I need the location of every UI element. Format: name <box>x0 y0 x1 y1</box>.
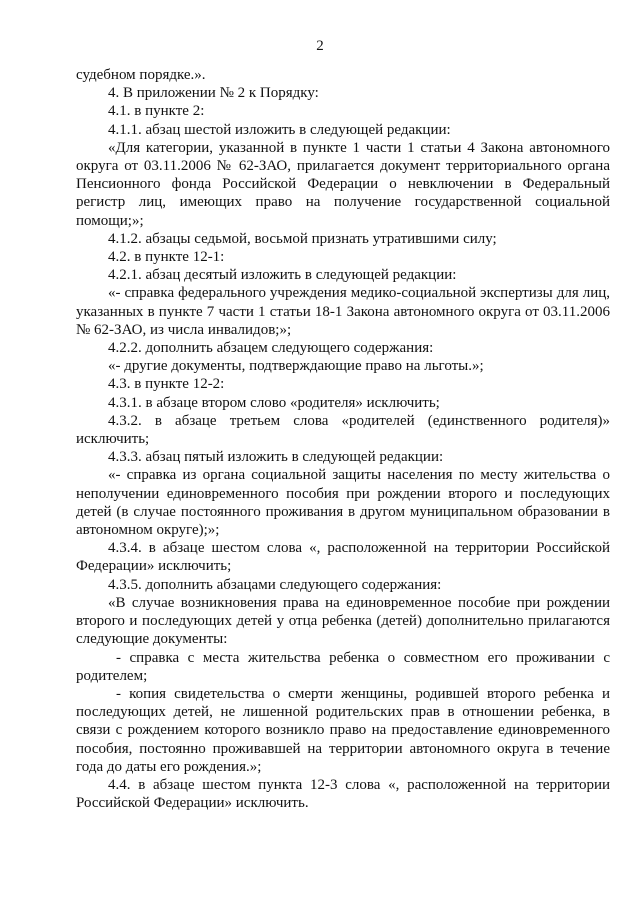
paragraph-continuation: судебном порядке.». <box>76 67 206 83</box>
paragraph-4-3-1: 4.3.1. в абзаце втором слово «родителя» исключить; <box>108 394 440 411</box>
paragraph-4-2-2: 4.2.2. дополнить абзацем следующего содержания: <box>108 340 434 357</box>
paragraph-4-1-1-text: «Для категории, указанной в пункте 1 части 1 статьи 4 Закона автономного округа от 03.11.2006 № 62-ЗАО, прилагается документ территориального органа Пенсионного фонда Российской Федерации о невключении в Федеральный регистр лиц, имеющих право на получение государственной социальной помощи;»; <box>76 139 610 229</box>
paragraph-4-1: 4.1. в пункте 2: <box>108 103 205 120</box>
paragraph-4-2-1: 4.2.1. абзац десятый изложить в следующей редакции: <box>108 267 457 284</box>
paragraph-4-3-3-text: «- справка из органа социальной защиты населения по месту жительства о неполучении единовременного пособия при рождении второго и последующих детей (в случае постоянного проживания в другом муниципальном образовании в автономном округе);»; <box>76 467 610 539</box>
paragraph-4-1-1: 4.1.1. абзац шестой изложить в следующей редакции: <box>108 121 451 138</box>
document-body <box>76 66 610 812</box>
paragraph-4-3-4: 4.3.4. в абзаце шестом слова «, расположенной на территории Российской Федерации» исключить; <box>76 540 610 575</box>
paragraph-4-3-5-text: «В случае возникновения права на единовременное пособие при рождении второго и последующих детей у отца ребенка (детей) дополнительно прилагаются следующие документы: <box>76 594 610 648</box>
page-number: 2 <box>316 38 324 54</box>
paragraph-4-4: 4.4. в абзаце шестом пункта 12-3 слова «, расположенной на территории Российской Федерации» исключить. <box>76 776 610 812</box>
paragraph-4-2-1-text: «- справка федерального учреждения медико-социальной экспертизы для лиц, указанных в пункте 7 части 1 статьи 18-1 Закона автономного округа от 03.11.2006 № 62-ЗАО, из числа инвалидов;»; <box>76 285 610 338</box>
list-item-residence-certificate: - справка с места жительства ребенка о совместном его проживании с родителем; <box>76 649 610 684</box>
paragraph-4-3: 4.3. в пункте 12-2: <box>108 376 225 393</box>
paragraph-4-3-5: 4.3.5. дополнить абзацами следующего содержания: <box>108 576 442 593</box>
paragraph-4-3-2: 4.3.2. в абзаце третьем слова «родителей (единственного родителя)» исключить; <box>76 412 610 448</box>
list-item-death-certificate: - копия свидетельства о смерти женщины, родившей второго ребенка и последующих детей, не лишенной родительских прав в отношении ребенка, в связи с рождением которого возникло право на предоставление единовременного пособия, постоянно проживавшей на территории автономного округа в течение года до даты его рождения.»; <box>76 685 610 775</box>
paragraph-4-2-2-text: «- другие документы, подтверждающие право на льготы.»; <box>108 358 484 375</box>
paragraph-4-1-2: 4.1.2. абзацы седьмой, восьмой признать утратившими силу; <box>108 230 497 247</box>
paragraph-4-2: 4.2. в пункте 12-1: <box>108 249 225 266</box>
paragraph-appendix-2: 4. В приложении № 2 к Порядку: <box>108 85 319 102</box>
paragraph-4-3-3: 4.3.3. абзац пятый изложить в следующей редакции: <box>108 449 444 466</box>
